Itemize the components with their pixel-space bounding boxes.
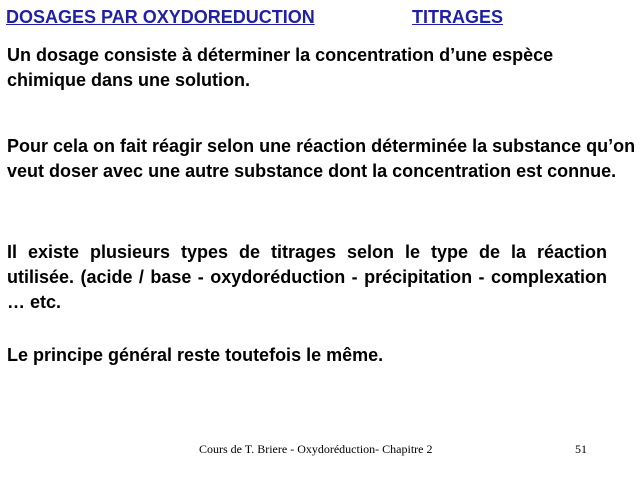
footer-course-text: Cours de T. Briere - Oxydoréduction- Chapitre 2 (199, 442, 433, 456)
page-number: 51 (575, 442, 587, 456)
slide-title: DOSAGES PAR OXYDOREDUCTION (6, 7, 315, 27)
paragraph-definition: Un dosage consiste à déterminer la concentration d’une espèce chimique dans une solution. (7, 45, 554, 90)
paragraph-types: Il existe plusieurs types de titrages selon le type de la réaction utilisée. (acide / base - oxydoréduction - précipitation - complexation … etc. (7, 242, 607, 312)
slide-subtitle: TITRAGES (412, 7, 504, 27)
paragraph-method: Pour cela on fait réagir selon une réaction déterminée la substance qu’on veut doser avec une autre substance dont la concentration est connue. (7, 136, 636, 181)
paragraph-principle: Le principe général reste toutefois le même. (7, 345, 384, 365)
